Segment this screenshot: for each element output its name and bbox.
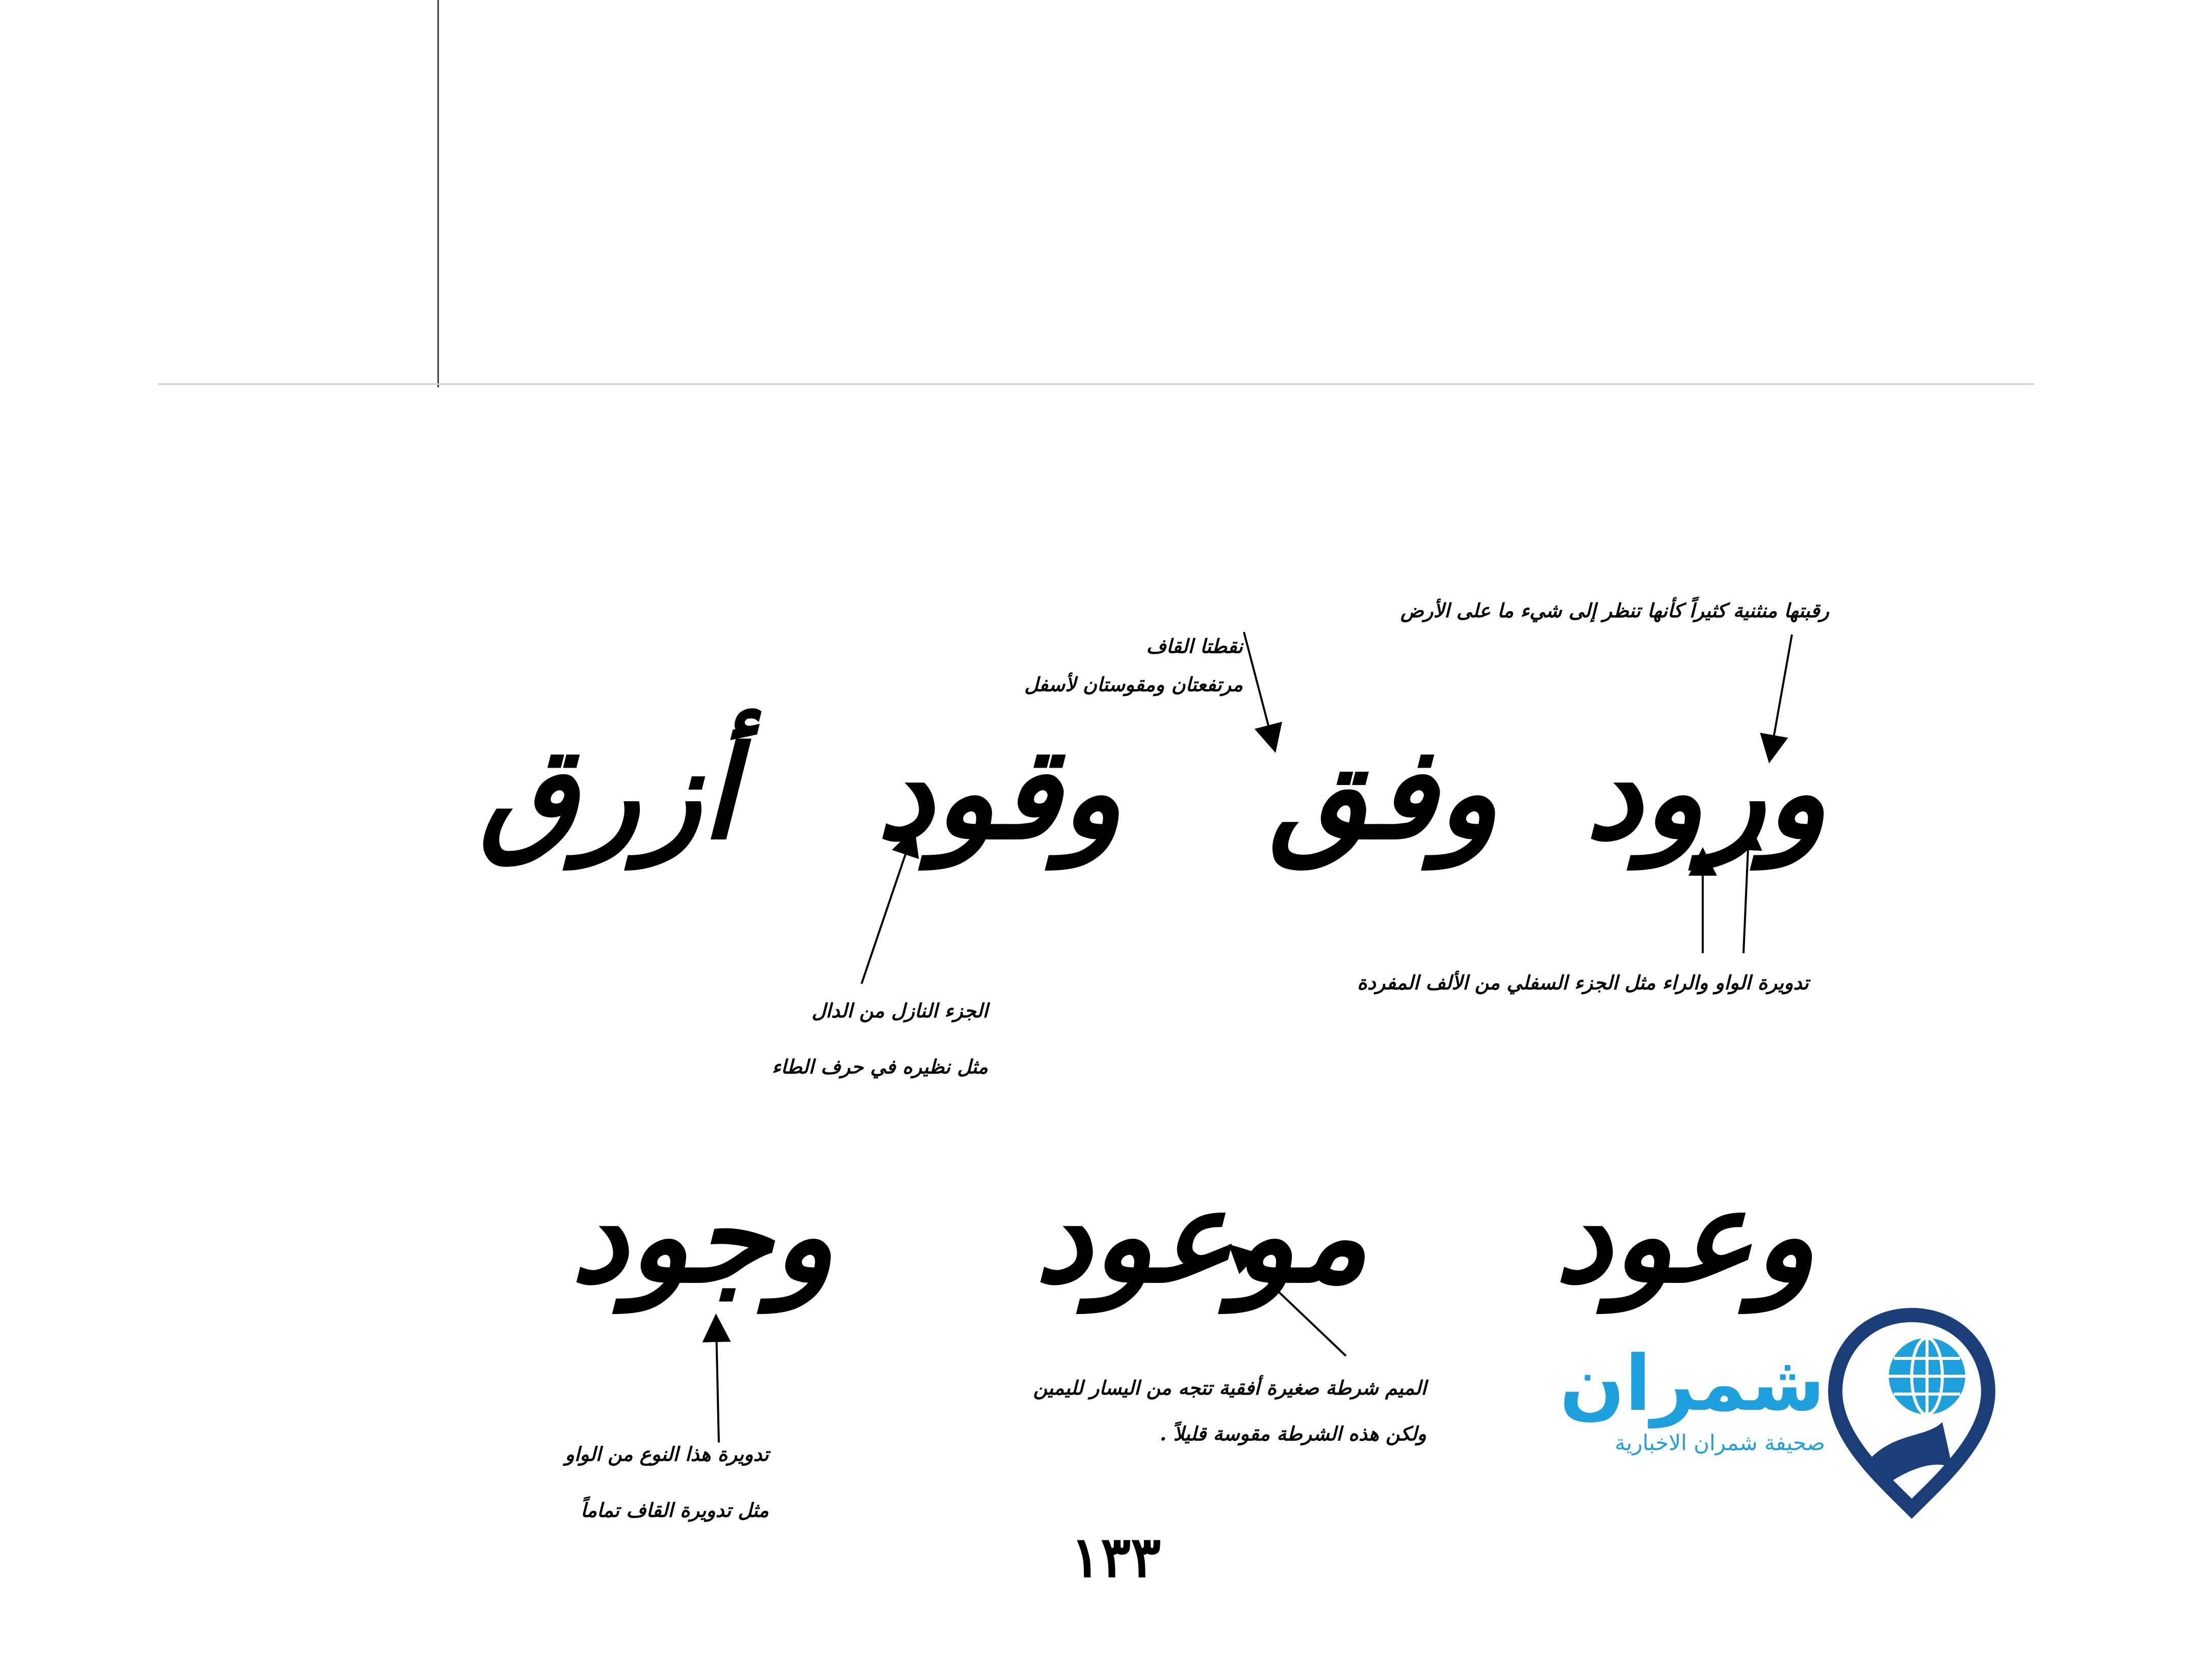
note-dal-1: الجزء النازل من الدال xyxy=(812,999,988,1022)
globe-pin-icon xyxy=(1825,1305,2009,1519)
logo-name: شمران xyxy=(1559,1340,1825,1428)
note-waw-type-2: مثل تدويرة القاف تماماً xyxy=(581,1499,769,1521)
note-waw-ra: تدويرة الواو والراء مثل الجزء السفلي من الألف المفردة xyxy=(1357,971,1809,994)
watermark-logo xyxy=(1560,1305,2009,1519)
note-qaf-dots-1: نقطتا القاف xyxy=(1146,635,1243,658)
word-azraq: أزرق xyxy=(479,718,737,868)
word-waeed: وعود xyxy=(1555,1161,1815,1311)
arrow-waw-type xyxy=(716,1328,719,1442)
note-neck: رقبتها منثنية كثيراً كأنها تنظر إلى شيء ما على الأرض xyxy=(1400,599,1829,622)
word-wuqud: وقود xyxy=(877,718,1122,868)
word-wafiq: وفق xyxy=(1269,718,1498,868)
word-wajud: وجود xyxy=(571,1161,834,1311)
word-maweed: موعود xyxy=(1035,1161,1368,1311)
note-meem-1: الميم شرطة صغيرة أفقية تتجه من اليسار لليمين xyxy=(1033,1376,1426,1399)
logo-subtitle: صحيفة شمران الاخبارية xyxy=(1615,1430,1825,1455)
arrow-qaf-dots xyxy=(1244,632,1272,739)
page-number: ١٣٣ xyxy=(1071,1524,1161,1590)
note-meem-2: ولكن هذه الشرطة مقوسة قليلاً . xyxy=(1159,1422,1426,1445)
word-wurud: ورود xyxy=(1585,718,1827,868)
note-qaf-dots-2: مرتفعتان ومقوستان لأسفل xyxy=(1024,673,1243,696)
note-waw-type-1: تدويرة هذا النوع من الواو xyxy=(565,1442,769,1465)
note-dal-2: مثل نظيره في حرف الطاء xyxy=(771,1055,988,1078)
